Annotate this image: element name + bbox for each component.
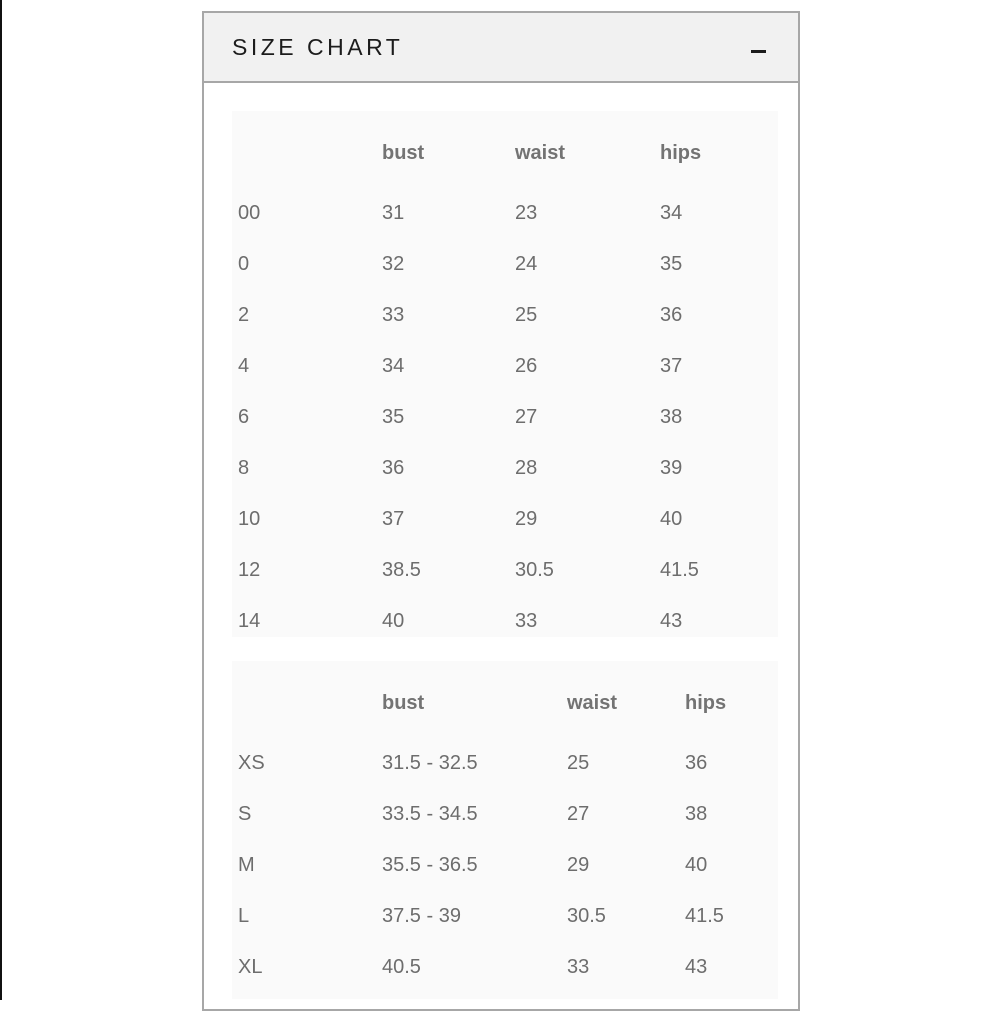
numeric-table-cell-hips: 36: [660, 304, 683, 326]
numeric-table-cell-bust: 32: [382, 253, 405, 275]
letter-table-cell-hips: 41.5: [685, 905, 724, 927]
numeric-table-cell-bust: 37: [382, 508, 405, 530]
numeric-table-cell-waist: 33: [515, 610, 538, 632]
numeric-table-header-waist: waist: [515, 142, 566, 164]
letter-table-header-waist: waist: [567, 692, 618, 714]
numeric-table-cell-waist: 29: [515, 508, 538, 530]
letter-table-cell-bust: 31.5 - 32.5: [382, 752, 478, 774]
numeric-table-cell-bust: 38.5: [382, 559, 421, 581]
letter-table-cell-size: S: [238, 803, 252, 825]
numeric-table-cell-waist: 25: [515, 304, 538, 326]
letter-table-cell-waist: 30.5: [567, 905, 606, 927]
letter-table-header-hips: hips: [685, 692, 727, 714]
minus-icon: [751, 50, 766, 53]
numeric-table-cell-waist: 30.5: [515, 559, 554, 581]
numeric-size-table: [232, 111, 778, 637]
letter-table-cell-bust: 35.5 - 36.5: [382, 854, 478, 876]
numeric-table-cell-waist: 24: [515, 253, 538, 275]
letter-table-cell-waist: 29: [567, 854, 590, 876]
letter-table-cell-size: M: [238, 854, 255, 876]
letter-table-cell-bust: 33.5 - 34.5: [382, 803, 478, 825]
numeric-table-cell-size: 12: [238, 559, 261, 581]
numeric-table-header-bust: bust: [382, 142, 425, 164]
numeric-table-cell-hips: 37: [660, 355, 683, 377]
numeric-table-cell-bust: 36: [382, 457, 405, 479]
numeric-table-cell-bust: 35: [382, 406, 405, 428]
letter-table-cell-hips: 36: [685, 752, 708, 774]
numeric-table-cell-bust: 33: [382, 304, 405, 326]
numeric-table-cell-hips: 38: [660, 406, 683, 428]
numeric-table-cell-hips: 35: [660, 253, 683, 275]
letter-table-cell-hips: 38: [685, 803, 708, 825]
letter-table-cell-size: L: [238, 905, 250, 927]
letter-table-cell-hips: 40: [685, 854, 708, 876]
numeric-table-header-hips: hips: [660, 142, 702, 164]
numeric-table-cell-bust: 34: [382, 355, 405, 377]
window-edge: [0, 0, 2, 1000]
letter-table-header-bust: bust: [382, 692, 425, 714]
numeric-table-cell-size: 6: [238, 406, 250, 428]
numeric-table-cell-size: 2: [238, 304, 250, 326]
numeric-table-cell-bust: 31: [382, 202, 405, 224]
letter-table-cell-waist: 33: [567, 956, 590, 978]
numeric-table-cell-size: 8: [238, 457, 250, 479]
letter-table-cell-waist: 25: [567, 752, 590, 774]
letter-table-cell-bust: 37.5 - 39: [382, 905, 461, 927]
size-chart-header[interactable]: [204, 13, 798, 83]
letter-table-cell-size: XL: [238, 956, 263, 978]
numeric-table-cell-waist: 26: [515, 355, 538, 377]
numeric-table-cell-hips: 34: [660, 202, 683, 224]
letter-table-cell-size: XS: [238, 752, 265, 774]
letter-table-cell-waist: 27: [567, 803, 590, 825]
letter-table-cell-bust: 40.5: [382, 956, 421, 978]
numeric-table-cell-size: 10: [238, 508, 261, 530]
numeric-table-cell-hips: 40: [660, 508, 683, 530]
numeric-table-cell-waist: 23: [515, 202, 538, 224]
collapse-button[interactable]: [748, 37, 768, 57]
letter-table-cell-hips: 43: [685, 956, 708, 978]
size-chart-title: SIZE CHART: [232, 33, 404, 60]
numeric-table-cell-hips: 43: [660, 610, 683, 632]
numeric-table-cell-hips: 41.5: [660, 559, 699, 581]
numeric-table-cell-bust: 40: [382, 610, 405, 632]
letter-size-table: [232, 661, 778, 999]
numeric-table-cell-waist: 27: [515, 406, 538, 428]
numeric-table-cell-size: 00: [238, 202, 261, 224]
numeric-table-cell-waist: 28: [515, 457, 538, 479]
numeric-table-cell-size: 14: [238, 610, 261, 632]
size-chart-panel: [202, 11, 800, 1011]
numeric-table-cell-size: 4: [238, 355, 250, 377]
numeric-table-cell-size: 0: [238, 253, 250, 275]
numeric-table-cell-hips: 39: [660, 457, 683, 479]
